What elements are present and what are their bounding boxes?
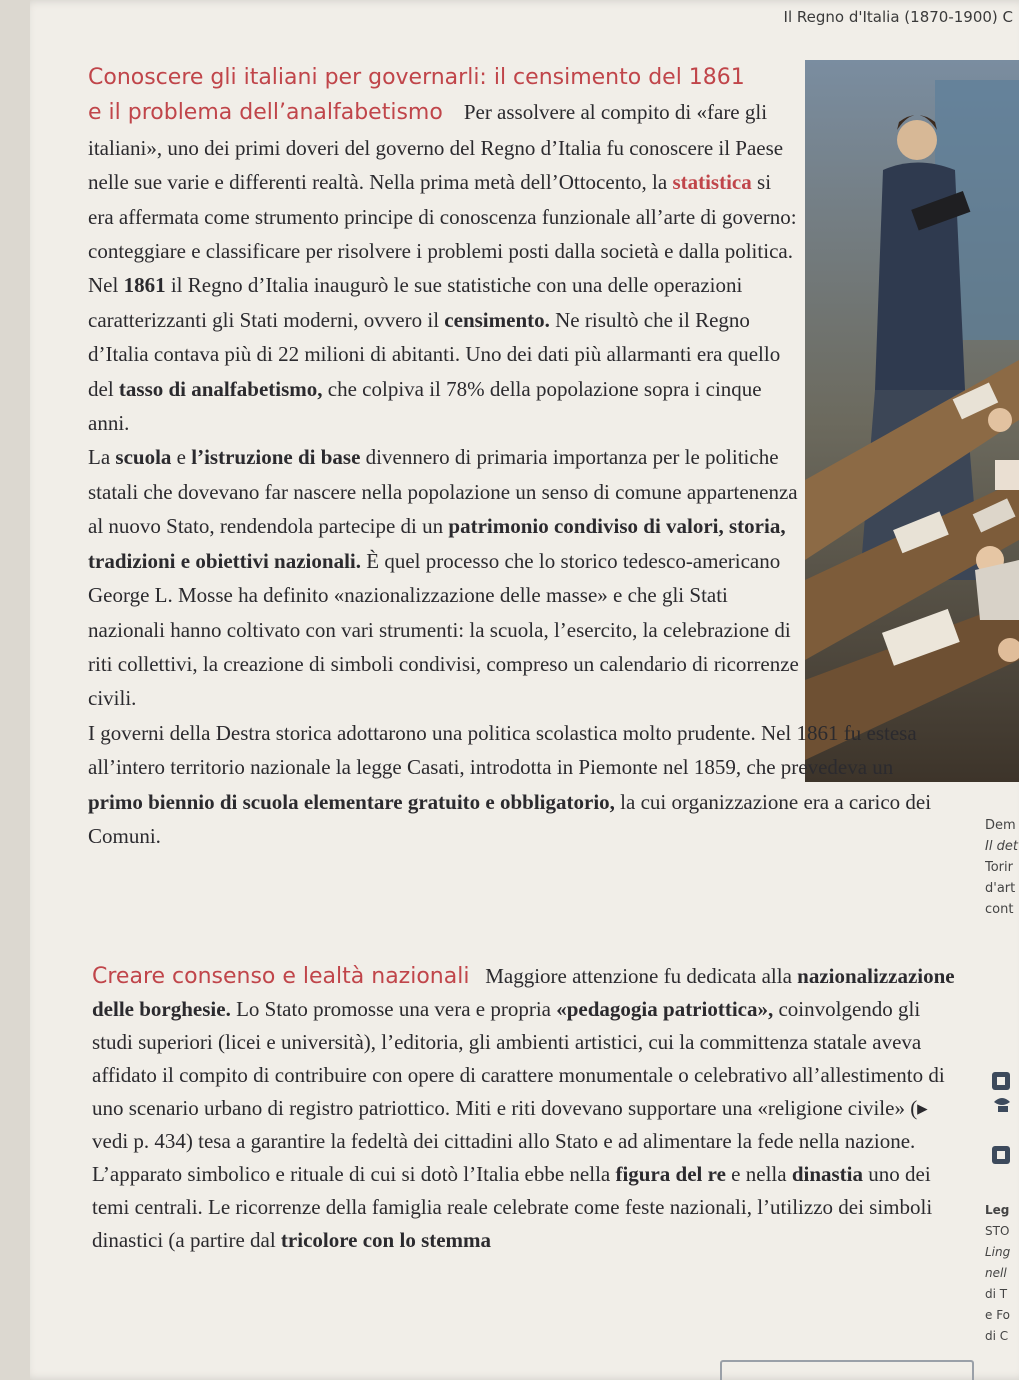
- margin-link-line: Leg: [985, 1203, 1010, 1217]
- key-term-figura-re: figura del re: [615, 1162, 726, 1186]
- margin-link-line: di T: [985, 1287, 1008, 1301]
- section-title-consensus: Creare consenso e lealtà nazionali: [92, 964, 470, 989]
- paragraph-destra: [88, 716, 948, 854]
- margin-caption: [985, 815, 1019, 920]
- section-consensus: [92, 960, 962, 1257]
- paragraph-text: Per assolvere al compito di «fare gli italiani», uno dei primi doveri del governo del Regno d’Italia fu conoscere il Paese nelle sue varie e differenti realtà. Nella prima metà dell’Ottocento, la: [88, 100, 784, 195]
- key-term-pedagogia: «pedagogia patriottica»,: [556, 997, 774, 1021]
- key-term-dinastia: dinastia: [791, 1162, 864, 1186]
- section-census: [88, 60, 932, 853]
- media-icon[interactable]: [990, 1070, 1012, 1092]
- margin-link-line: STO: [985, 1224, 1010, 1238]
- key-term-biennio: primo biennio di scuola elementare gratuito e obbligatorio,: [88, 789, 615, 814]
- key-term-statistica: statistica: [672, 170, 752, 195]
- margin-caption-line: cont: [985, 902, 1014, 917]
- margin-link-line: di C: [985, 1329, 1009, 1343]
- paragraph-text: Lo Stato promosse una vera e propria: [236, 997, 551, 1021]
- paragraph-text: Maggiore attenzione fu dedicata alla: [485, 964, 792, 988]
- paragraph-text: È quel processo che lo storico tedesco-americano George L. Mosse ha definito «nazionalizzazione delle masse» e che gli Stati nazionali hanno coltivato con vari strumenti: la scuola, l’esercito, la celebrazione di riti collettivi, la creazione di simboli condivisi, compreso un calendario di ricorrenze civili.: [88, 548, 799, 711]
- margin-caption-line: Dem: [985, 818, 1016, 833]
- margin-caption-line: Torir: [985, 860, 1013, 875]
- section-title-line2: e il problema dell’analfabetismo: [88, 100, 443, 126]
- paragraph-text: e: [176, 445, 186, 470]
- paragraph-text: La: [88, 445, 111, 470]
- margin-link-box: [985, 1200, 1019, 1347]
- paragraph-text: il Regno d’Italia inaugurò le sue statistiche con una delle operazioni caratterizzanti gli Stati moderni, ovvero il: [88, 273, 743, 332]
- paragraph-text: uno dei temi centrali. Le ricorrenze della famiglia reale celebrate come feste nazionali, l’utilizzo dei simboli dinastici (a partire dal: [92, 1162, 933, 1252]
- key-term-nazionalizzazione: nazionalizzazione delle borghesie.: [92, 964, 955, 1021]
- section-title-census: [88, 60, 800, 440]
- margin-link-line: nell: [985, 1266, 1007, 1280]
- key-term-istruzione: l’istruzione di base: [191, 445, 361, 470]
- running-head: Il Regno d'Italia (1870-1900) C: [783, 8, 1013, 26]
- paragraph-text: si era affermata come strumento principe di conoscenza funzionale all’arte di governo: conteggiare e classificare per risolvere i problemi posti dalla società e dalla politica. Nel: [88, 170, 797, 298]
- paragraph-text: Ne risultò che il Regno d’Italia contava più di 22 milioni di abitanti. Uno dei dati più allarmanti era quello del: [88, 307, 781, 401]
- key-term-tricolore: tricolore con lo stemma: [280, 1228, 492, 1252]
- paragraph-symbols: [92, 1158, 962, 1257]
- key-term-patrimonio: patrimonio condiviso di valori, storia, tradizioni e obiettivi nazionali.: [88, 514, 786, 573]
- paragraph-text: coinvolgendo gli studi superiori (licei e università), l’editoria, gli ambienti artistici, cui la committenza statale aveva affidato il compito di contribuire con opere di carattere monumentale o celebrativo all’allestimento di uno scenario urbano di registro patriottico. Miti e riti dovevano supportare una «religione civile» (▸ vedi p. 434) tesa a garantire la fedeltà dei cittadini allo Stato e ad alimentare la fede nella nazione.: [92, 997, 945, 1153]
- margin-caption-line: d'art: [985, 881, 1016, 896]
- key-term-analfabetismo: tasso di analfabetismo,: [118, 376, 323, 401]
- paragraph-text: che colpiva il 78% della popolazione sopra i cinque anni.: [88, 376, 762, 436]
- key-year: 1861: [123, 273, 166, 298]
- section-title-line1: Conoscere gli italiani per governarli: il censimento del 1861: [88, 65, 745, 90]
- classroom-painting: [805, 60, 1019, 782]
- paragraph-consensus: [92, 960, 962, 1158]
- paragraph-text: I governi della Destra storica adottarono una politica scolastica molto prudente. Nel 1861 fu estesa all’intero territorio nazionale la legge Casati, introdotta in Piemonte nel 1859, che prevedeva un: [88, 720, 917, 780]
- box-outline: [720, 1360, 974, 1380]
- margin-link-line: e Fo: [985, 1308, 1011, 1322]
- paragraph-text: L’apparato simbolico e rituale di cui si dotò l’Italia ebbe nella: [92, 1162, 611, 1186]
- key-term-censimento: censimento.: [444, 307, 550, 332]
- margin-caption-line: Il det: [985, 839, 1018, 854]
- paragraph-text: e nella: [731, 1162, 787, 1186]
- paragraph-text: divennero di primaria importanza per le politiche statali che dovevano far nascere nella popolazione un senso di comune appartenenza al nuovo Stato, rendendola partecipe di un: [88, 445, 798, 539]
- paragraph-text: la cui organizzazione era a carico dei Comuni.: [88, 789, 932, 848]
- paragraph-school: [88, 440, 800, 715]
- key-term-scuola: scuola: [115, 445, 172, 470]
- margin-link-line: Ling: [985, 1245, 1011, 1259]
